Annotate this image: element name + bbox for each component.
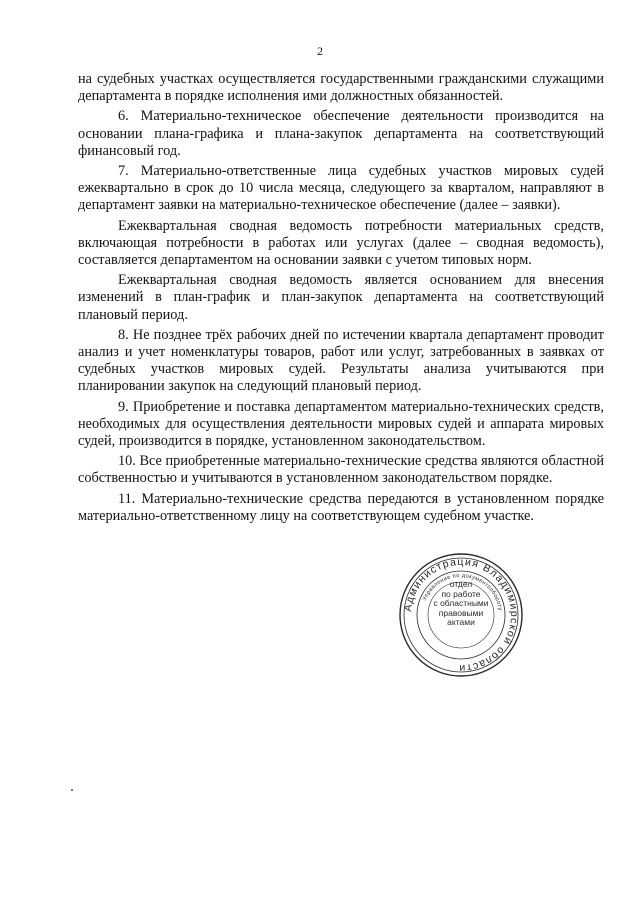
paragraph: 9. Приобретение и поставка департаментом материально-технических средств, необходимых для осуществления деятельности мировых судей и аппарата мировых судей, производится в порядке, установленном законодательством. [78,398,604,450]
paragraph: Ежеквартальная сводная ведомость потребности материальных средств, включающая потребности в работах или услугах (далее – сводная ведомость), составляется департаментом на основании заявки с учетом типовых норм. [78,217,604,269]
document-body [78,71,604,528]
paragraph: 10. Все приобретенные материально-технические средства являются областной собственностью и учитываются в установленном законодательством порядке. [78,453,604,487]
paragraph: 7. Материально-ответственные лица судебных участков мировых судей ежеквартально в срок до 10 числа месяца, следующего за кварталом, направляют в департамент заявки на материально-техническое обеспечение (далее – заявки). [78,163,604,214]
official-seal [398,552,524,678]
seal-outer-text: Администрация Владимирской области [402,555,521,675]
paragraph: 6. Материально-техническое обеспечение деятельности производится на основании плана-графика и плана-закупок департамента на соответствующий финансовый год. [78,108,604,159]
page-number: 2 [317,44,323,58]
seal-center-line: по работе [441,588,481,599]
seal-center-line: правовыми [438,607,484,618]
seal-center-line: актами [447,617,475,628]
scan-dot [71,789,73,791]
seal-inner-text: Управление по документообороту [421,572,503,612]
seal-center-line: с областными [433,598,489,609]
seal-center-line: отдел [449,579,473,589]
paragraph: 8. Не позднее трёх рабочих дней по истечении квартала департамент проводит анализ и учет номенклатуры товаров, работ или услуг, затребованных в заявках от судебных участков мировых судей. Результаты анализа учитываются при планировании закупок на следующий плановый период. [78,326,604,395]
paragraph: Ежеквартальная сводная ведомость является основанием для внесения изменений в план-график и план-закупок департамента на соответствующий плановый период. [78,272,604,323]
paragraph: на судебных участках осуществляется государственными гражданскими служащими департамента в порядке исполнения ими должностных обязанностей. [78,71,604,105]
seal-center-text [431,580,491,628]
paragraph: 11. Материально-технические средства передаются в установленном порядке материально-ответственному лицу на соответствующем судебном участке. [78,490,604,524]
